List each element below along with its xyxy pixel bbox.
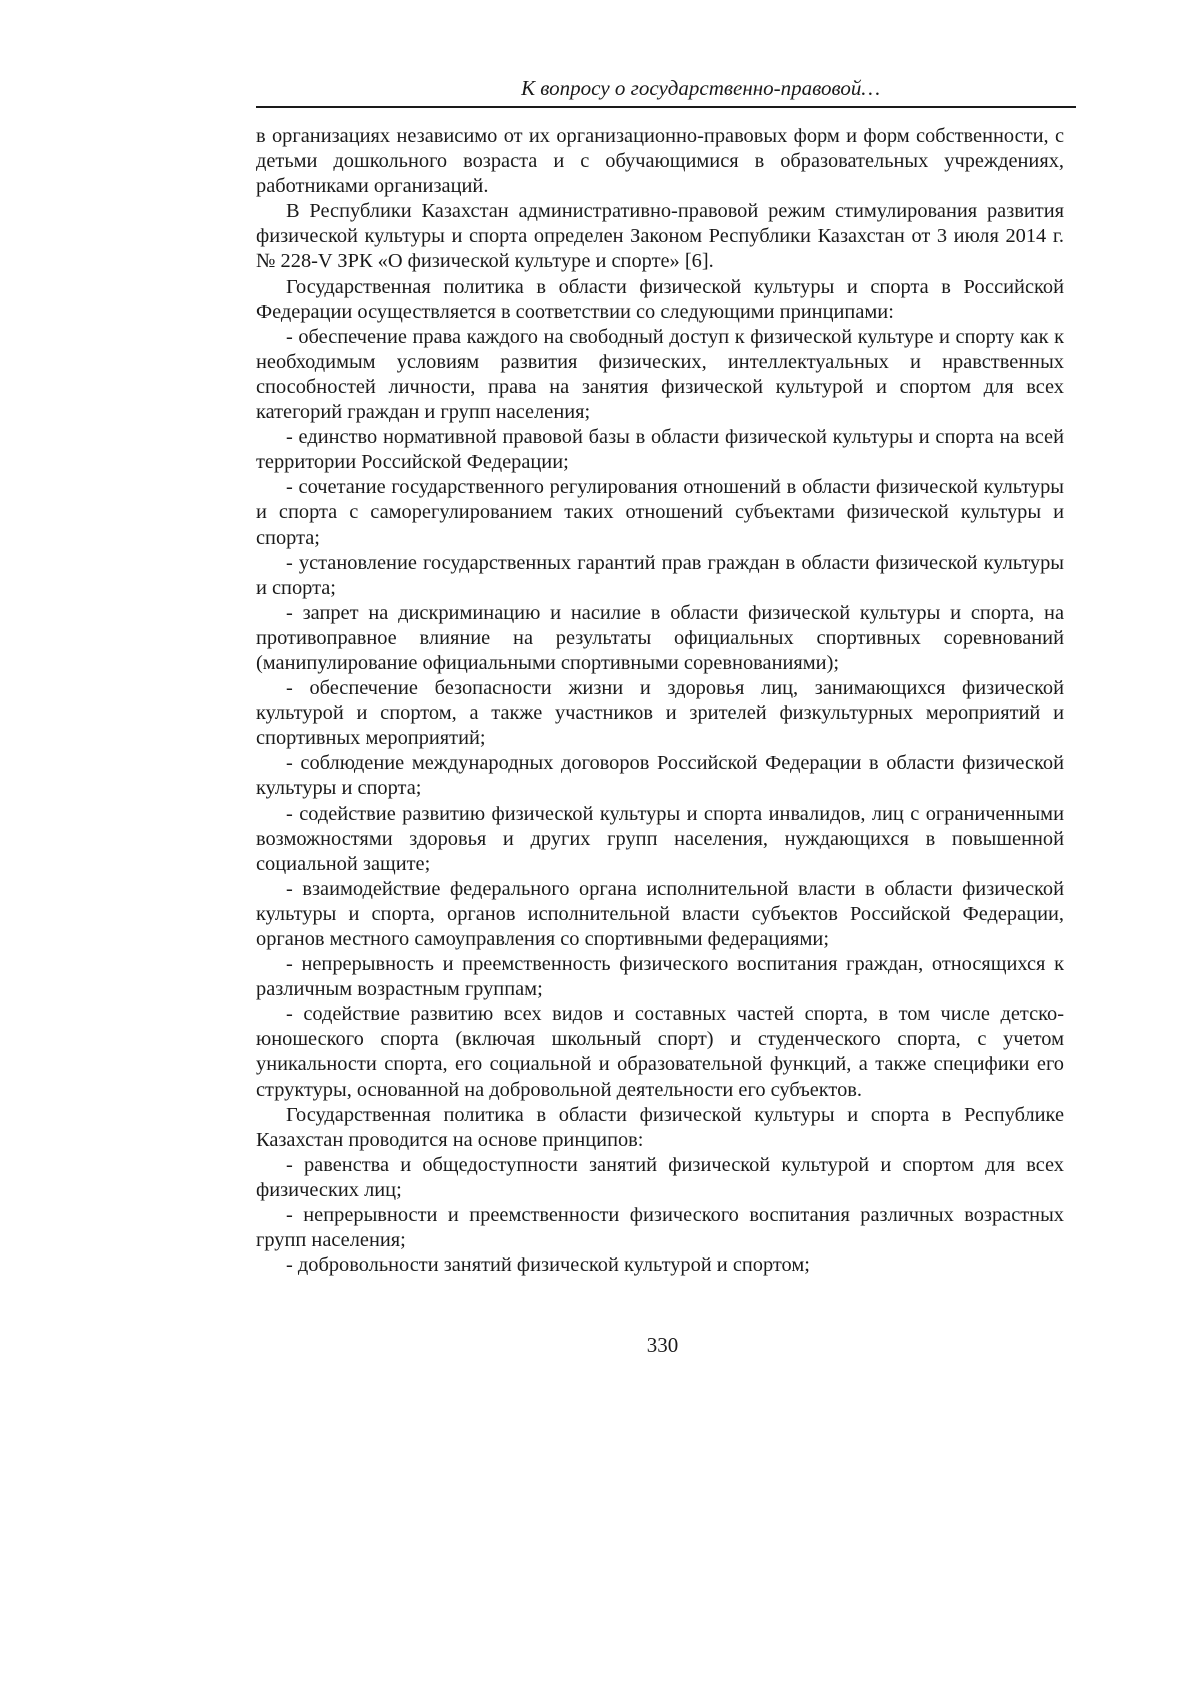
list-item: - единство нормативной правовой базы в области физической культуры и спорта на всей территории Российской Федерации; xyxy=(256,426,1064,474)
list-item: - содействие развитию всех видов и составных частей спорта, в том числе детско-юношеского спорта (включая школьный спорт) и студенческого спорта, с учетом уникальности спорта, его социальной и образовательной функций, а также специфики его структуры, основанной на добровольной деятельности его субъектов. xyxy=(256,1003,1064,1101)
list-item: - равенства и общедоступности занятий физической культурой и спортом для всех физических лиц; xyxy=(256,1153,1064,1201)
running-header-title: К вопросу о государственно-правовой… xyxy=(521,76,880,100)
list-item: - соблюдение международных договоров Российской Федерации в области физической культуры и спорта; xyxy=(256,752,1064,800)
list-item: - запрет на дискриминацию и насилие в области физической культуры и спорта, на противоправное влияние на результаты официальных спортивных соревнований (манипулирование официальными спортивными соревнованиями); xyxy=(256,601,1064,674)
paragraph: Государственная политика в области физической культуры и спорта в Республике Казахстан проводится на основе принципов: xyxy=(256,1103,1064,1151)
list-item: - обеспечение права каждого на свободный доступ к физической культуре и спорту как к необходимым условиям развития физических, интеллектуальных и нравственных способностей личности, права на занятия физической культурой и спортом для всех категорий граждан и групп населения; xyxy=(256,325,1064,424)
paragraph: Государственная политика в области физической культуры и спорта в Российской Федерации осуществляется в соответствии со следующими принципами: xyxy=(256,275,1064,323)
list-item: - содействие развитию физической культуры и спорта инвалидов, лиц с ограниченными возможностями здоровья и других групп населения, нуждающихся в повышенной социальной защите; xyxy=(256,802,1064,875)
list-item: - добровольности занятий физической культурой и спортом; xyxy=(286,1254,810,1277)
list-item: - установление государственных гарантий прав граждан в области физической культуры и спорта; xyxy=(256,551,1064,599)
list-item: - взаимодействие федерального органа исполнительной власти в области физической культуры и спорта, органов исполнительной власти субъектов Российской Федерации, органов местного самоуправления со спортивными федерациями; xyxy=(256,877,1064,950)
paragraph: В Республики Казахстан административно-правовой режим стимулирования развития физической культуры и спорта определен Законом Республики Казахстан от 3 июля 2014 г. № 228-V ЗРК «О физической культуре и спорте» [6]. xyxy=(256,200,1064,273)
running-header xyxy=(256,72,1076,108)
list-item: - сочетание государственного регулирования отношений в области физической культуры и спорта с саморегулированием таких отношений субъектами физической культуры и спорта; xyxy=(256,476,1064,549)
list-item: - обеспечение безопасности жизни и здоровья лиц, занимающихся физической культурой и спортом, а также участников и зрителей физкультурных мероприятий и спортивных мероприятий; xyxy=(256,677,1064,750)
page-number: 330 xyxy=(646,1333,679,1357)
paragraph: в организациях независимо от их организационно-правовых форм и форм собственности, с детьми дошкольного возраста и с обучающимися в образовательных учреждениях, работниками организаций. xyxy=(256,125,1064,198)
list-item: - непрерывности и преемственности физического воспитания различных возрастных групп населения; xyxy=(256,1204,1064,1252)
body-text xyxy=(256,124,1064,1278)
list-item: - непрерывность и преемственность физического воспитания граждан, относящихся к различным возрастным группам; xyxy=(256,953,1064,1001)
